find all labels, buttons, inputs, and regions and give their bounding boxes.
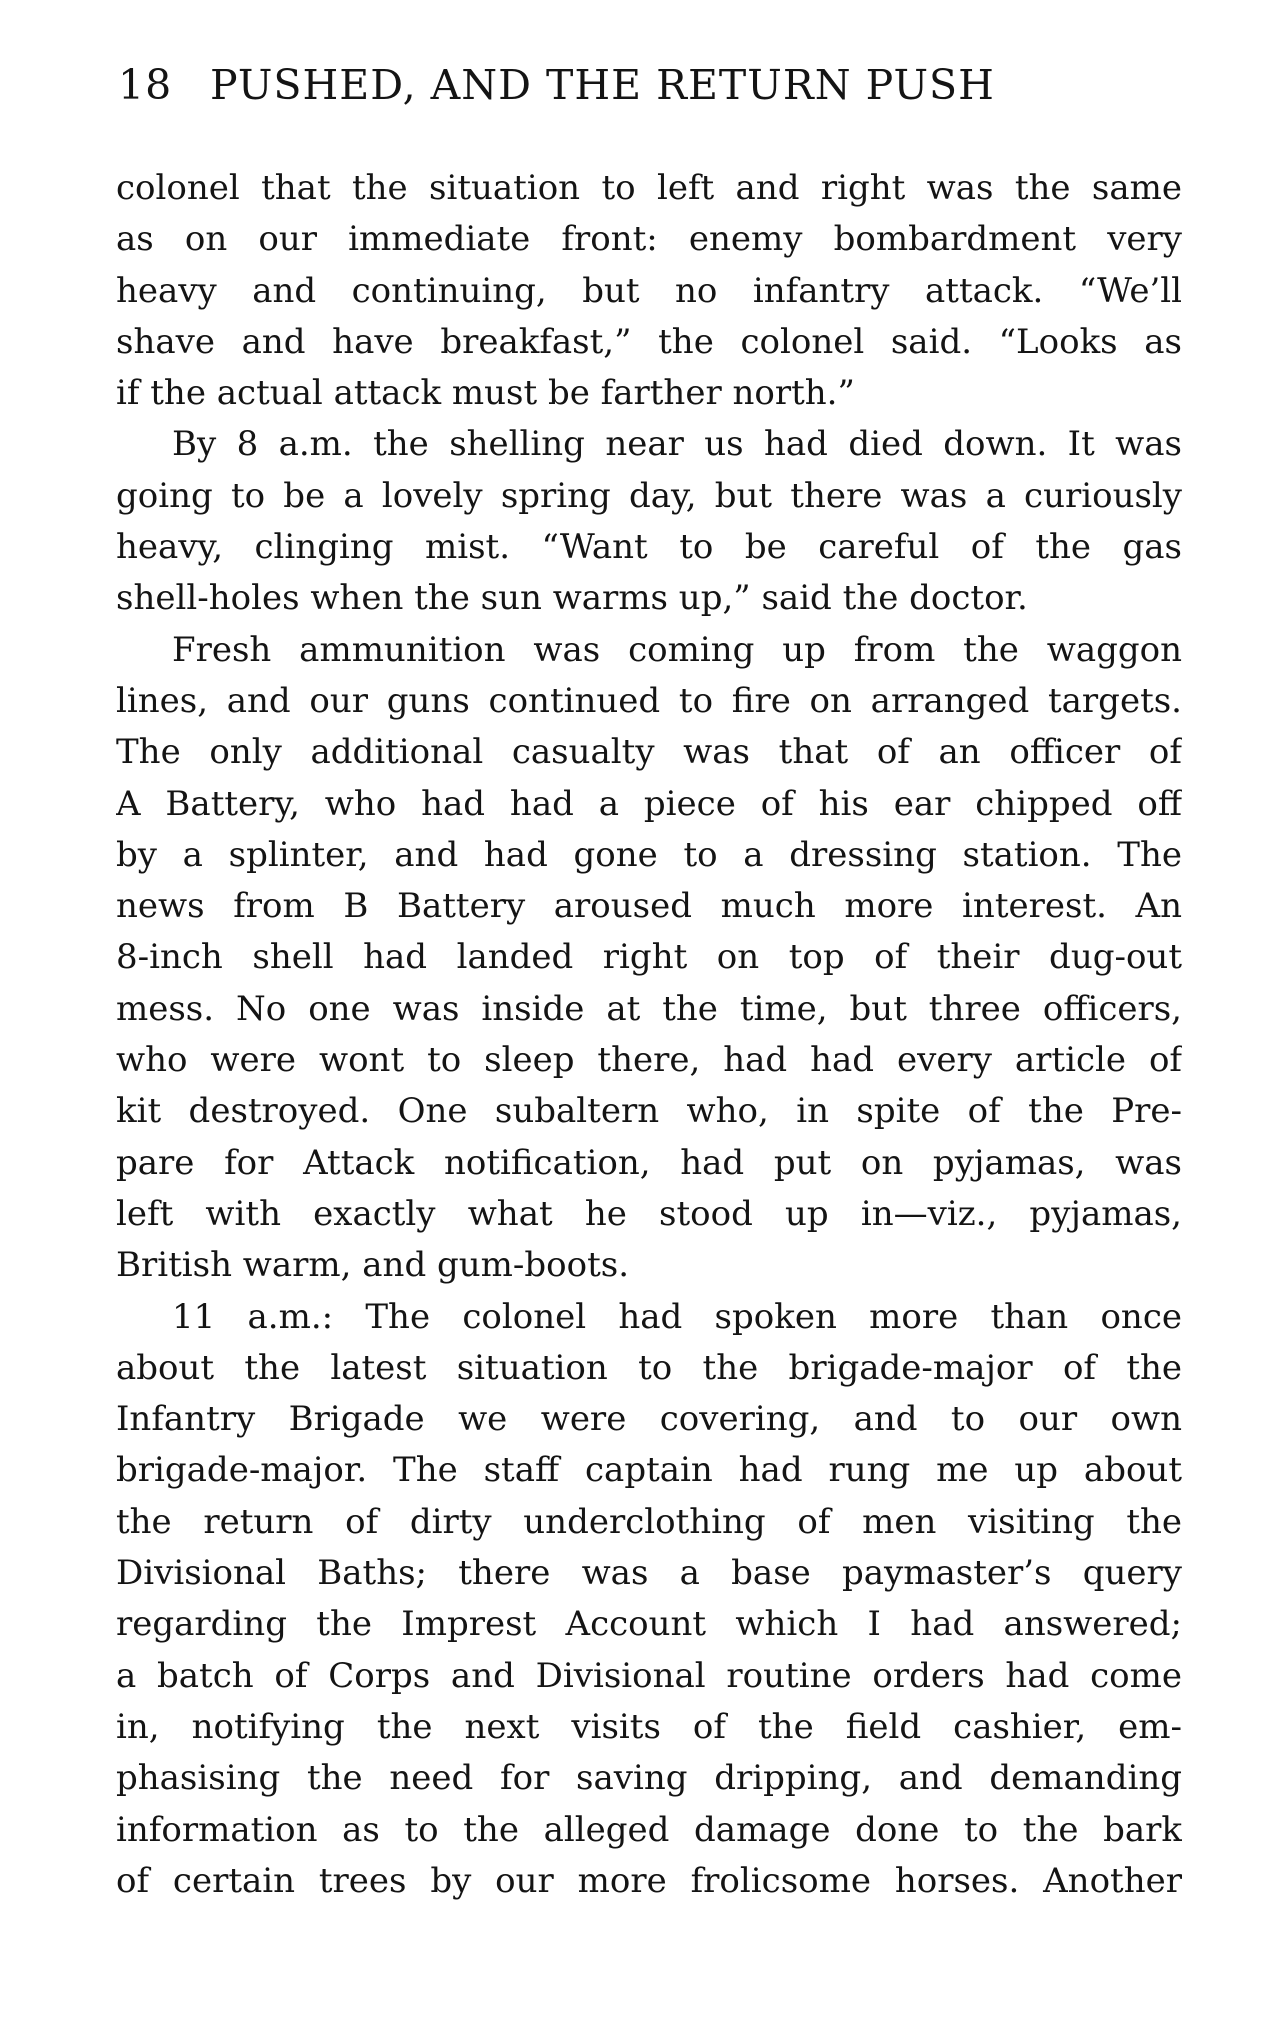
text-line: information as to the alleged damage done to the bark bbox=[116, 1809, 1182, 1850]
text-line: the return of dirty underclothing of men visiting the bbox=[116, 1501, 1182, 1542]
text-line: a batch of Corps and Divisional routine orders had come bbox=[116, 1655, 1182, 1696]
text-line: British warm, and gum-boots. bbox=[116, 1245, 630, 1286]
text-line: shell-holes when the sun warms up,” said the doctor. bbox=[116, 578, 1028, 619]
page-header bbox=[118, 60, 1118, 110]
text-line: who were wont to sleep there, had had every article of bbox=[116, 1040, 1182, 1081]
text-line: Infantry Brigade we were covering, and to our own bbox=[116, 1399, 1182, 1440]
text-line: heavy, clinging mist. “Want to be careful of the gas bbox=[116, 527, 1182, 568]
text-line: of certain trees by our more frolicsome horses. Another bbox=[116, 1860, 1182, 1901]
text-line: By 8 a.m. the shelling near us had died down. It was bbox=[172, 424, 1182, 465]
text-line: if the actual attack must be farther north.” bbox=[116, 373, 855, 414]
text-line: 11 a.m.: The colonel had spoken more than once bbox=[172, 1296, 1182, 1337]
text-line: A Battery, who had had a piece of his ear chipped off bbox=[116, 783, 1182, 824]
text-line: going to be a lovely spring day, but there was a curiously bbox=[116, 475, 1182, 516]
text-line: lines, and our guns continued to fire on arranged targets. bbox=[116, 680, 1182, 721]
text-line: Divisional Baths; there was a base paymaster’s query bbox=[116, 1553, 1182, 1594]
text-line: colonel that the situation to left and right was the same bbox=[116, 168, 1182, 208]
text-line: Fresh ammunition was coming up from the waggon bbox=[172, 629, 1182, 670]
text-line: 8-inch shell had landed right on top of their dug-out bbox=[116, 937, 1182, 978]
text-line: by a splinter, and had gone to a dressing station. The bbox=[116, 834, 1182, 875]
page-number: 18 bbox=[118, 61, 173, 109]
text-line: regarding the Imprest Account which I had answered; bbox=[116, 1604, 1182, 1645]
running-head: PUSHED, AND THE RETURN PUSH bbox=[210, 61, 995, 109]
text-line: phasising the need for saving dripping, and demanding bbox=[116, 1758, 1182, 1799]
text-line: pare for Attack notification, had put on pyjamas, was bbox=[116, 1142, 1182, 1183]
text-line: kit destroyed. One subaltern who, in spite of the Pre- bbox=[116, 1091, 1182, 1132]
text-line: left with exactly what he stood up in—viz., pyjamas, bbox=[116, 1193, 1182, 1234]
text-line: in, notifying the next visits of the field cashier, em- bbox=[116, 1706, 1182, 1747]
text-line: shave and have breakfast,” the colonel said. “Looks as bbox=[116, 321, 1182, 362]
text-line: mess. No one was inside at the time, but three officers, bbox=[116, 988, 1182, 1029]
text-line: heavy and continuing, but no infantry attack. “We’ll bbox=[116, 270, 1182, 311]
text-line: brigade-major. The staff captain had rung me up about bbox=[116, 1450, 1182, 1491]
text-line: about the latest situation to the brigade-major of the bbox=[116, 1347, 1182, 1388]
text-line: news from B Battery aroused much more interest. An bbox=[116, 886, 1182, 927]
body-text bbox=[116, 163, 1182, 1907]
text-line: as on our immediate front: enemy bombardment very bbox=[116, 219, 1182, 260]
text-line: The only additional casualty was that of an officer of bbox=[116, 732, 1182, 773]
